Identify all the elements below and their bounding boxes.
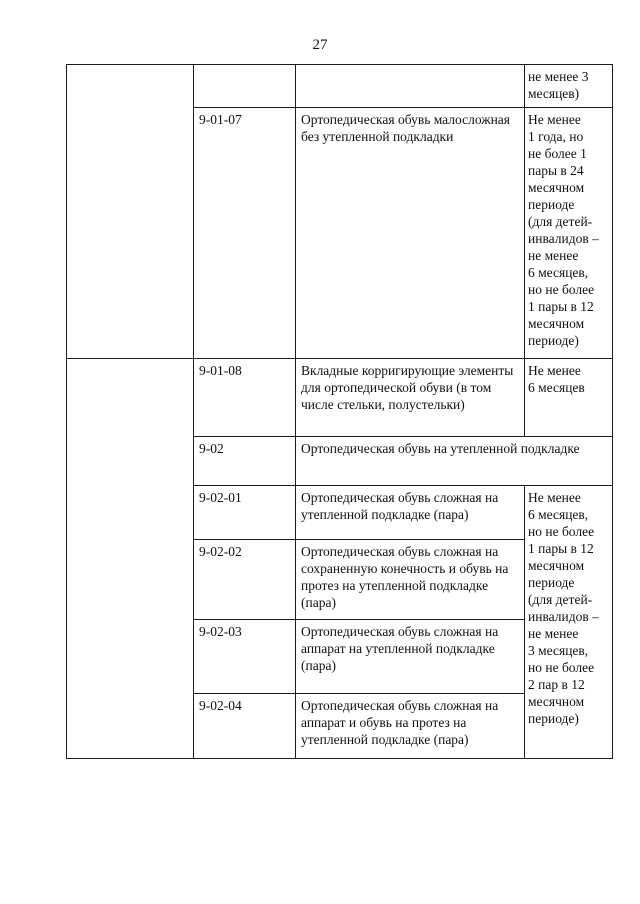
table-row <box>67 359 613 437</box>
code-cell: 9-02-02 <box>194 540 296 620</box>
page-number: 27 <box>312 37 328 53</box>
name-cell: Ортопедическая обувь сложная на аппарат и обувь на протез на утепленной подкладке (пара) <box>296 694 525 759</box>
name-cell-empty <box>296 65 525 108</box>
name-cell: Ортопедическая обувь сложная на утепленной подкладке (пара) <box>296 486 525 540</box>
name-cell: Вкладные корригирующие элементы для ортопедической обуви (в том числе стельки, полустельки) <box>296 359 525 437</box>
term-cell: Не менее 1 года, но не более 1 пары в 24 месячном периоде (для детей- инвалидов – не менее 6 месяцев, но не более 1 пары в 12 месячном периоде) <box>525 108 613 359</box>
code-cell: 9-02-03 <box>194 620 296 694</box>
orthopedic-products-table <box>66 64 613 759</box>
term-cell: Не менее 6 месяцев <box>525 359 613 437</box>
code-cell: 9-01-07 <box>194 108 296 359</box>
group-cell-empty <box>67 65 194 359</box>
table-row <box>67 65 613 108</box>
name-cell: Ортопедическая обувь сложная на аппарат на утепленной подкладке (пара) <box>296 620 525 694</box>
name-cell: Ортопедическая обувь сложная на сохраненную конечность и обувь на протез на утепленной подкладке (пара) <box>296 540 525 620</box>
code-cell: 9-02 <box>194 437 296 486</box>
name-cell: Ортопедическая обувь малосложная без утепленной подкладки <box>296 108 525 359</box>
code-cell: 9-02-04 <box>194 694 296 759</box>
section-heading-cell: Ортопедическая обувь на утепленной подкладке <box>296 437 613 486</box>
shared-term-cell: Не менее 6 месяцев, но не более 1 пары в 12 месячном периоде (для детей- инвалидов – не менее 3 месяцев, но не более 2 пар в 12 месячном периоде) <box>525 486 613 759</box>
code-cell: 9-01-08 <box>194 359 296 437</box>
code-cell-empty <box>194 65 296 108</box>
group-cell-empty <box>67 359 194 759</box>
term-cell: не менее 3 месяцев) <box>525 65 613 108</box>
code-cell: 9-02-01 <box>194 486 296 540</box>
